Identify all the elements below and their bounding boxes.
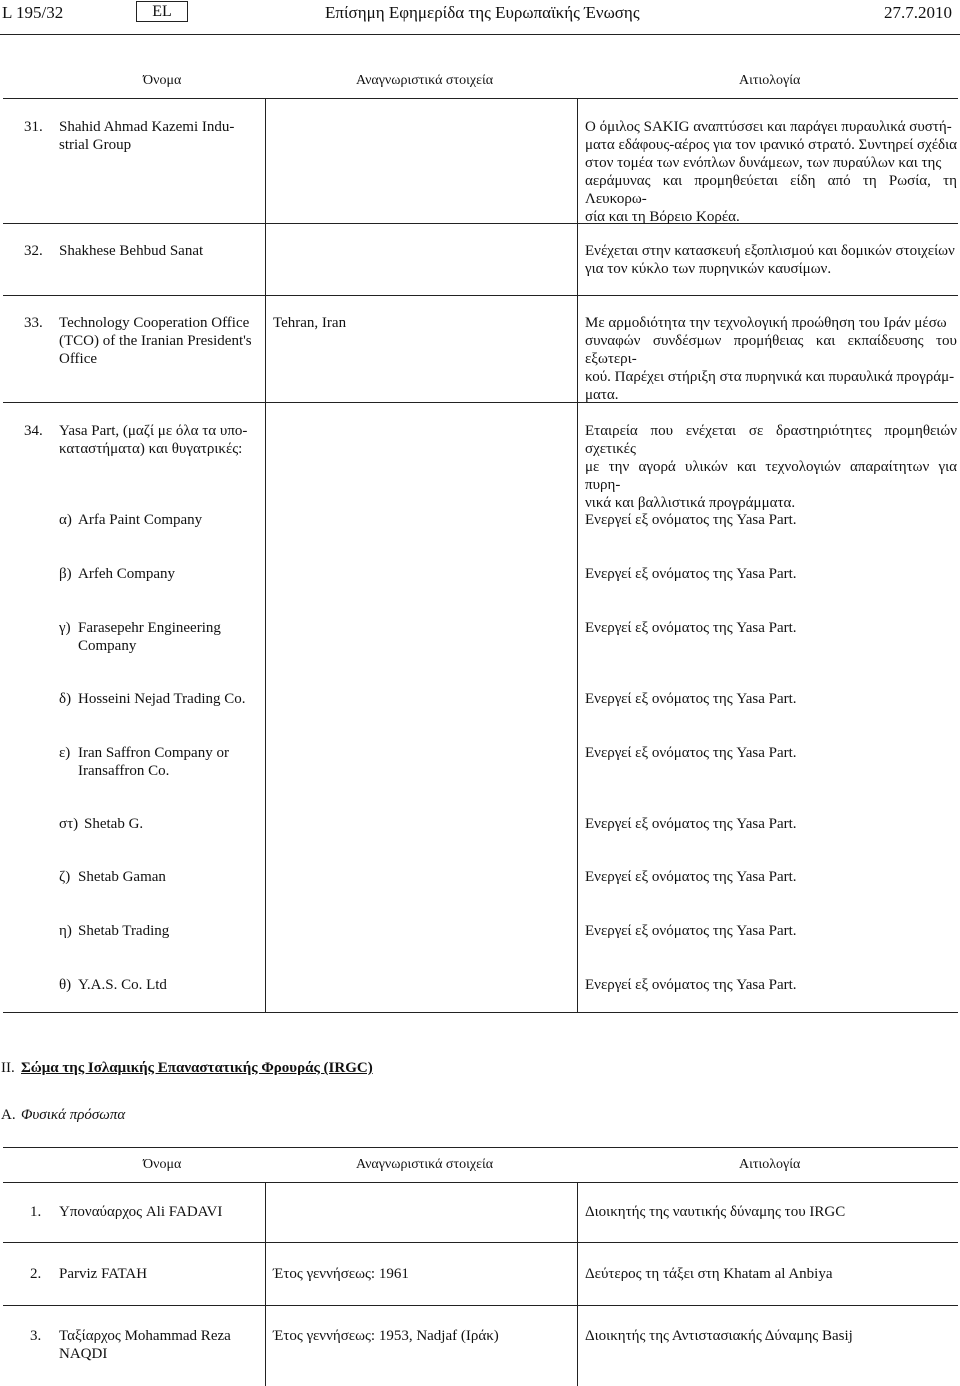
subsidiary-name: Iran Saffron Company or Iransaffron Co. — [78, 745, 229, 779]
entity-name: Shahid Ahmad Kazemi Indu- strial Group — [59, 119, 235, 153]
subsidiary-label: δ) — [59, 691, 72, 707]
subsidiary-label: θ) — [59, 977, 72, 993]
subsidiary-label: ζ) — [59, 869, 71, 885]
entity-identifiers: Tehran, Iran — [273, 315, 347, 331]
section-number: II. — [1, 1060, 15, 1076]
col-header-reason: Αιτιολογία — [739, 73, 801, 88]
table-rule — [3, 98, 958, 99]
subsidiary-label: α) — [59, 512, 72, 528]
col-header-reason: Αιτιολογία — [739, 1157, 801, 1172]
subsidiary-reason: Ενεργεί εξ ονόματος της Yasa Part. — [585, 923, 797, 939]
person-name: Parviz FATAH — [59, 1266, 148, 1282]
issue-date: 27.7.2010 — [884, 3, 952, 22]
person-name: Υποναύαρχος Ali FADAVI — [59, 1204, 223, 1220]
row-number: 32. — [24, 243, 43, 259]
table-bottom-rule — [3, 1012, 958, 1013]
subsidiary-reason: Ενεργεί εξ ονόματος της Yasa Part. — [585, 512, 797, 528]
subsidiary-name: Farasepehr Engineering Company — [78, 620, 221, 654]
subsidiary-name: Arfeh Company — [78, 566, 176, 582]
subsection-letter: A. — [1, 1107, 16, 1123]
header-rule — [0, 34, 960, 35]
person-identifiers: Έτος γεννήσεως: 1953, Nadjaf (Ιράκ) — [273, 1328, 499, 1344]
subsidiary-name: Shetab Trading — [78, 923, 170, 939]
subsidiary-label: η) — [59, 923, 72, 939]
subsidiary-name: Shetab Gaman — [78, 869, 166, 885]
entity-reason: Εταιρεία που ενέχεται σε δραστηριότητες προμηθειών σχετικές με την αγορά υλικών και τεχνολογιών απαραίτητων για πυρη- νικά και βαλλιστικά προγράμματα. — [585, 423, 957, 511]
row-rule — [3, 223, 958, 224]
entity-name: Shakhese Behbud Sanat — [59, 243, 204, 259]
entity-name: Technology Cooperation Office (TCO) of the Iranian President's Office — [59, 315, 252, 367]
entity-reason: Με αρμοδιότητα την τεχνολογική προώθηση του Ιράν μέσω συναφών συνδέσμων προμήθειας και εκπαίδευσης του εξωτερι- κού. Παρέχει στήριξη στα πυρηνικά και πυραυλικά προγράμ- ματα. — [585, 315, 957, 403]
page-reference: L 195/32 — [2, 3, 64, 22]
row-rule — [3, 1305, 958, 1306]
col-header-name: Όνομα — [143, 1157, 182, 1172]
column-divider — [265, 98, 266, 1012]
subsidiary-name: Hosseini Nejad Trading Co. — [78, 691, 246, 707]
col-header-identifiers: Αναγνωριστικά στοιχεία — [356, 1157, 494, 1172]
subsidiary-reason: Ενεργεί εξ ονόματος της Yasa Part. — [585, 977, 797, 993]
col-header-name: Όνομα — [143, 73, 182, 88]
subsidiary-reason: Ενεργεί εξ ονόματος της Yasa Part. — [585, 745, 797, 761]
subsidiary-label: στ) — [59, 816, 79, 832]
row-rule — [3, 295, 958, 296]
subsidiary-reason: Ενεργεί εξ ονόματος της Yasa Part. — [585, 869, 797, 885]
subsidiary-label: γ) — [59, 620, 71, 636]
table-rule — [3, 1182, 958, 1183]
subsidiary-name: Shetab G. — [84, 816, 144, 832]
row-number: 33. — [24, 315, 43, 331]
subsidiary-name: Y.A.S. Co. Ltd — [78, 977, 167, 993]
person-reason: Διοικητής της ναυτικής δύναμης του IRGC — [585, 1204, 846, 1220]
row-number: 2. — [30, 1266, 42, 1282]
person-reason: Δεύτερος τη τάξει στη Khatam al Anbiya — [585, 1266, 833, 1282]
person-identifiers: Έτος γεννήσεως: 1961 — [273, 1266, 409, 1282]
section-title: Σώμα της Ισλαμικής Επαναστατικής Φρουράς (IRGC) — [21, 1060, 373, 1076]
subsection-title: Φυσικά πρόσωπα — [21, 1107, 126, 1123]
entity-name: Yasa Part, (μαζί με όλα τα υπο- καταστήματα) και θυγατρικές: — [59, 423, 248, 457]
entity-reason: Ο όμιλος SAKIG αναπτύσσει και παράγει πυραυλικά συστή- ματα εδάφους-αέρος για τον ιρανικό στρατό. Συντηρεί σχέδια στον τομέα των ενόπλων δυνάμεων, των πυραύλων και της αεράμυνας και προμηθεύεται είδη από τη Ρωσία, τη Λευκορω- σία και τη Βόρειο Κορέα. — [585, 119, 957, 225]
subsidiary-reason: Ενεργεί εξ ονόματος της Yasa Part. — [585, 566, 797, 582]
row-rule — [3, 402, 958, 403]
subsidiary-reason: Ενεργεί εξ ονόματος της Yasa Part. — [585, 691, 797, 707]
journal-title: Επίσημη Εφημερίδα της Ευρωπαϊκής Ένωσης — [325, 3, 640, 22]
person-reason: Διοικητής της Αντιστασιακής Δύναμης Basij — [585, 1328, 853, 1344]
row-number: 1. — [30, 1204, 42, 1220]
subsidiary-reason: Ενεργεί εξ ονόματος της Yasa Part. — [585, 816, 797, 832]
person-name: Ταξίαρχος Mohammad Reza NAQDI — [59, 1328, 231, 1362]
row-rule — [3, 1242, 958, 1243]
col-header-identifiers: Αναγνωριστικά στοιχεία — [356, 73, 494, 88]
row-number: 31. — [24, 119, 43, 135]
subsidiary-label: β) — [59, 566, 72, 582]
language-badge: EL — [136, 1, 188, 22]
entity-reason: Ενέχεται στην κατασκευή εξοπλισμού και δομικών στοιχείων για τον κύκλο των πυρηνικών καυσίμων. — [585, 243, 955, 277]
column-divider — [577, 1182, 578, 1386]
subsidiary-name: Arfa Paint Company — [78, 512, 203, 528]
row-number: 34. — [24, 423, 43, 439]
column-divider — [265, 1182, 266, 1386]
subsidiary-reason: Ενεργεί εξ ονόματος της Yasa Part. — [585, 620, 797, 636]
table-rule — [3, 1147, 958, 1148]
column-divider — [577, 98, 578, 1012]
subsidiary-label: ε) — [59, 745, 71, 761]
row-number: 3. — [30, 1328, 42, 1344]
